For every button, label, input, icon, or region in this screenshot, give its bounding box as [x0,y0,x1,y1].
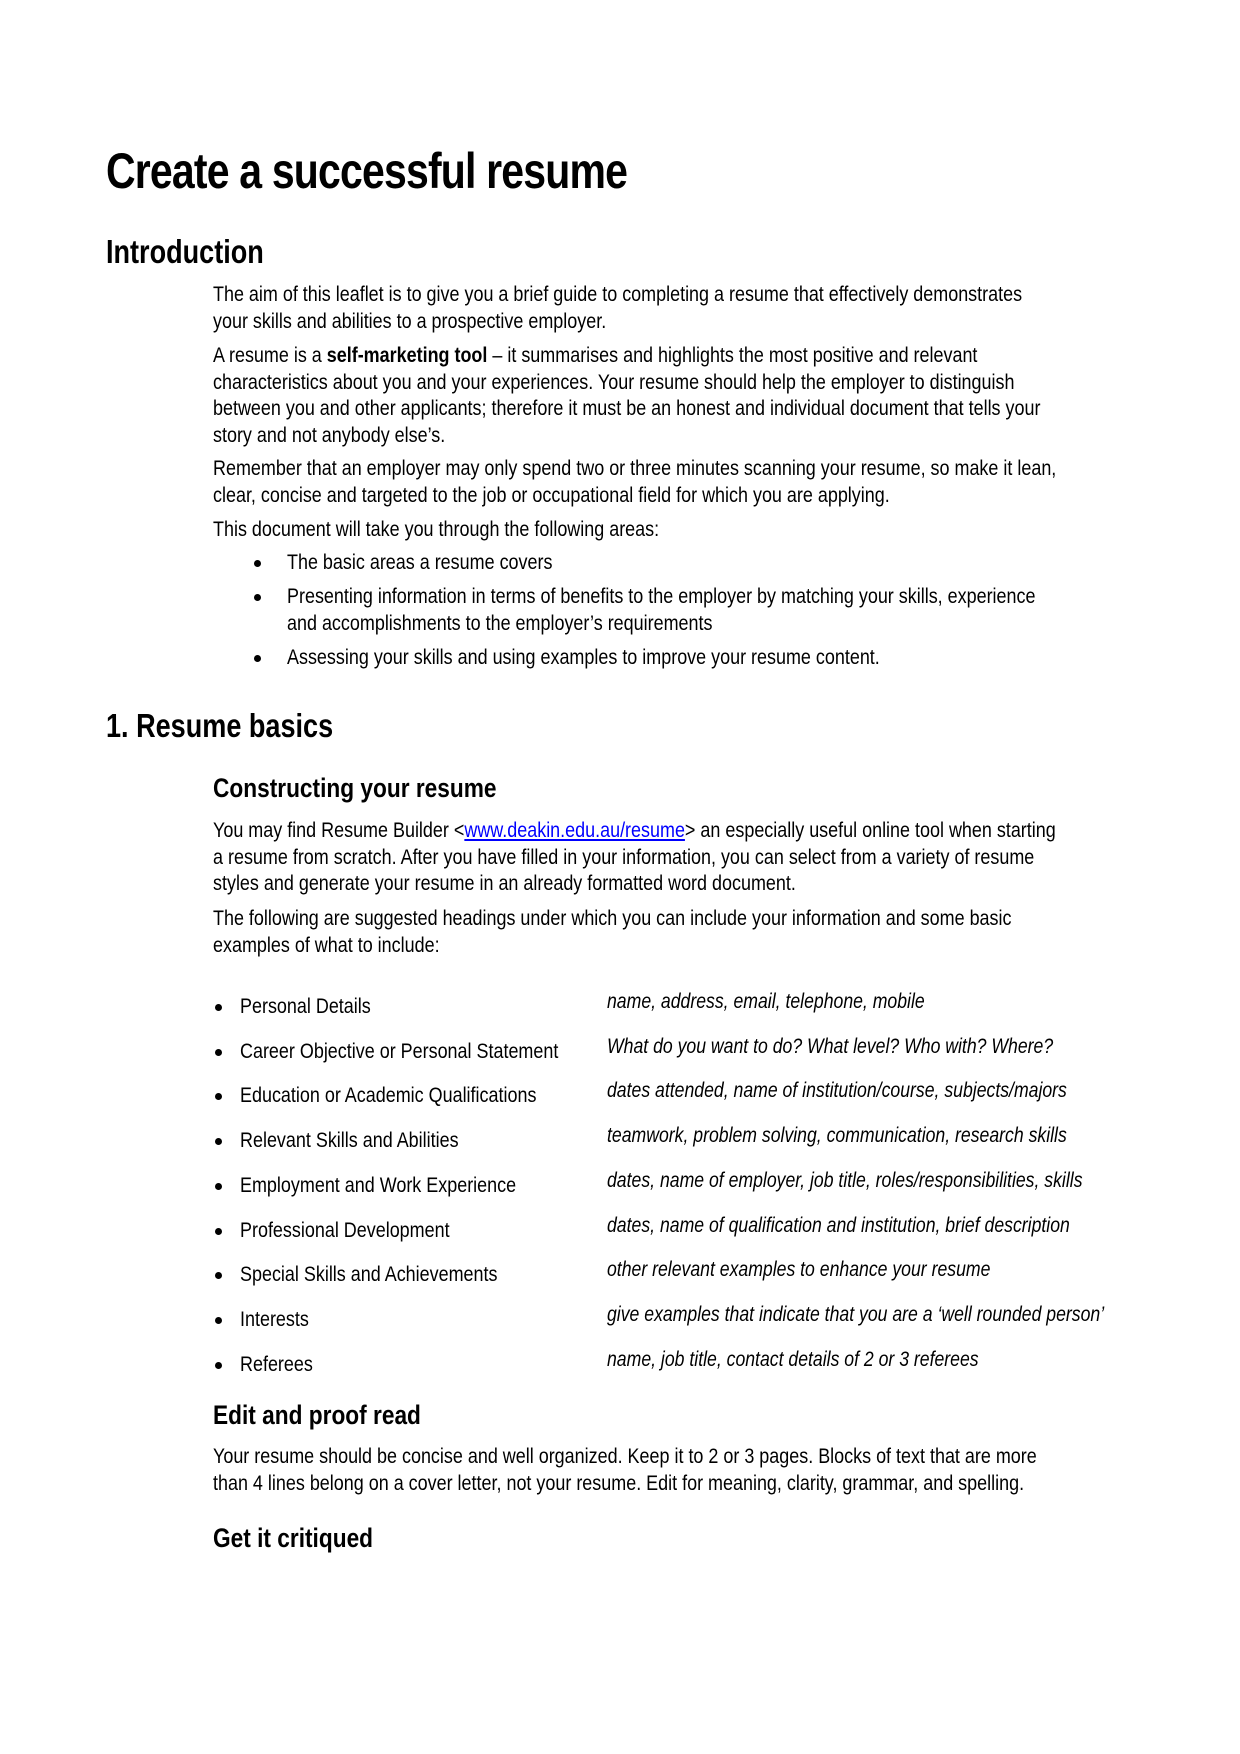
example-text: name, job title, contact details of 2 or 3 referees [607,1348,979,1371]
text-line [213,343,1040,370]
constructing-heading-text: Constructing your resume [213,773,497,803]
section-1-heading-text: 1. Resume basics [106,707,334,744]
text-fragment: > an especially useful online tool when starting [684,819,1056,842]
bullet-icon [215,1272,222,1279]
constructing-heading [213,773,551,804]
heading-text: Education or Academic Qualifications [240,1084,537,1107]
example-text: dates, name of employer, job title, roles/responsibilities, skills [607,1169,1083,1192]
intro-paragraph-3 [213,456,1199,509]
example-text: name, address, email, telephone, mobile [607,990,925,1013]
heading-text: Interests [240,1308,309,1331]
example-cell [607,1214,1158,1238]
text-line [213,818,1056,845]
bullet-icon [215,1317,222,1324]
bullet-icon [254,594,261,601]
edit-heading [213,1400,461,1431]
bullet-icon [215,1138,222,1145]
edit-paragraph [213,1444,1176,1497]
text-fragment: You may find Resume Builder < [213,819,465,842]
list-item [287,645,980,672]
example-text: other relevant examples to enhance your resume [607,1258,991,1281]
text-fragment: A resume is a [213,344,327,367]
text-line: The following are suggested headings under which you can include your information and some basic [213,907,1012,930]
example-cell [607,1258,1063,1282]
text-line: The aim of this leaflet is to give you a brief guide to completing a resume that effectively demonstrates [213,283,1023,306]
example-cell [607,990,985,1014]
heading-cell [240,1039,612,1066]
intro-paragraph-2 [213,343,1181,449]
example-cell [607,1169,1173,1193]
heading-cell [240,1128,496,1155]
list-item [287,550,597,577]
section-1-heading [106,707,383,745]
bullet-icon [215,1049,222,1056]
resume-builder-link[interactable]: www.deakin.edu.au/resume [464,819,685,842]
bold-term: self-marketing tool [326,344,488,367]
intro-paragraph-1 [213,282,1159,335]
bullet-icon [254,560,261,567]
text-line: styles and generate your resume in an already formatted word document. [213,872,796,895]
heading-cell [240,1083,587,1110]
bullet-icon [215,1228,222,1235]
list-item [287,584,1162,637]
text-line: your skills and abilities to a prospective employer. [213,309,607,333]
example-cell [607,1124,1154,1148]
example-cell [607,1303,1199,1327]
text-line: between you and other applicants; therefore it must be an honest and individual document that tells your [213,397,1041,420]
example-cell [607,1035,1138,1059]
heading-text: Career Objective or Personal Statement [240,1040,559,1063]
example-cell [607,1079,1154,1103]
text-line: This document will take you through the following areas: [213,518,660,541]
heading-cell [240,994,393,1021]
bullet-icon [215,1362,222,1369]
heading-text: Special Skills and Achievements [240,1263,498,1286]
heading-text: Personal Details [240,995,371,1018]
text-line: Presenting information in terms of benefits to the employer by matching your skills, experience [287,585,1036,608]
text-line: story and not anybody else’s. [213,423,446,447]
text-line: Remember that an employer may only spend two or three minutes scanning your resume, so make it lean, [213,457,1057,480]
text-line: Assessing your skills and using examples to improve your resume content. [287,646,880,669]
intro-paragraph-4 [213,517,735,544]
example-text: dates, name of qualification and institution, brief description [607,1214,1070,1237]
example-text: teamwork, problem solving, communication, research skills [607,1124,1067,1147]
introduction-heading-text: Introduction [106,233,264,270]
text-fragment: – it summarises and highlights the most positive and relevant [487,344,978,367]
bullet-icon [215,1183,222,1190]
bullet-icon [254,655,261,662]
example-cell [607,1348,1049,1372]
critique-heading-text: Get it critiqued [213,1523,374,1553]
bullet-icon [215,1004,222,1011]
text-line: characteristics about you and your experiences. Your resume should help the employer to distinguish [213,370,1015,394]
heading-cell [240,1218,485,1245]
text-line: Your resume should be concise and well organized. Keep it to 2 or 3 pages. Blocks of text that are more [213,1445,1037,1468]
heading-text: Employment and Work Experience [240,1174,517,1197]
introduction-heading [106,233,298,271]
heading-text: Referees [240,1353,313,1376]
heading-cell [240,1262,541,1289]
example-text: What do you want to do? What level? Who with? Where? [607,1035,1054,1058]
text-line: clear, concise and targeted to the job or occupational field for which you are applying. [213,483,890,507]
heading-cell [240,1307,321,1334]
heading-cell [240,1173,563,1200]
critique-heading [213,1523,404,1554]
constructing-paragraph-2 [213,906,1147,959]
page-title [106,142,741,200]
text-line: and accomplishments to the employer’s requirements [287,611,713,635]
heading-text: Professional Development [240,1219,450,1242]
text-line: The basic areas a resume covers [287,551,553,574]
example-text: give examples that indicate that you are a ‘well rounded person’ [607,1303,1105,1326]
bullet-icon [215,1093,222,1100]
heading-text: Relevant Skills and Abilities [240,1129,459,1152]
constructing-paragraph-1 [213,818,1199,898]
text-line: than 4 lines belong on a cover letter, not your resume. Edit for meaning, clarity, grammar, and spelling. [213,1471,1025,1495]
page-title-text: Create a successful resume [106,143,628,199]
heading-cell [240,1352,325,1379]
text-line: a resume from scratch. After you have filled in your information, you can select from a variety of resume [213,845,1035,869]
edit-heading-text: Edit and proof read [213,1400,421,1430]
text-line: examples of what to include: [213,933,440,957]
example-text: dates attended, name of institution/course, subjects/majors [607,1079,1067,1102]
